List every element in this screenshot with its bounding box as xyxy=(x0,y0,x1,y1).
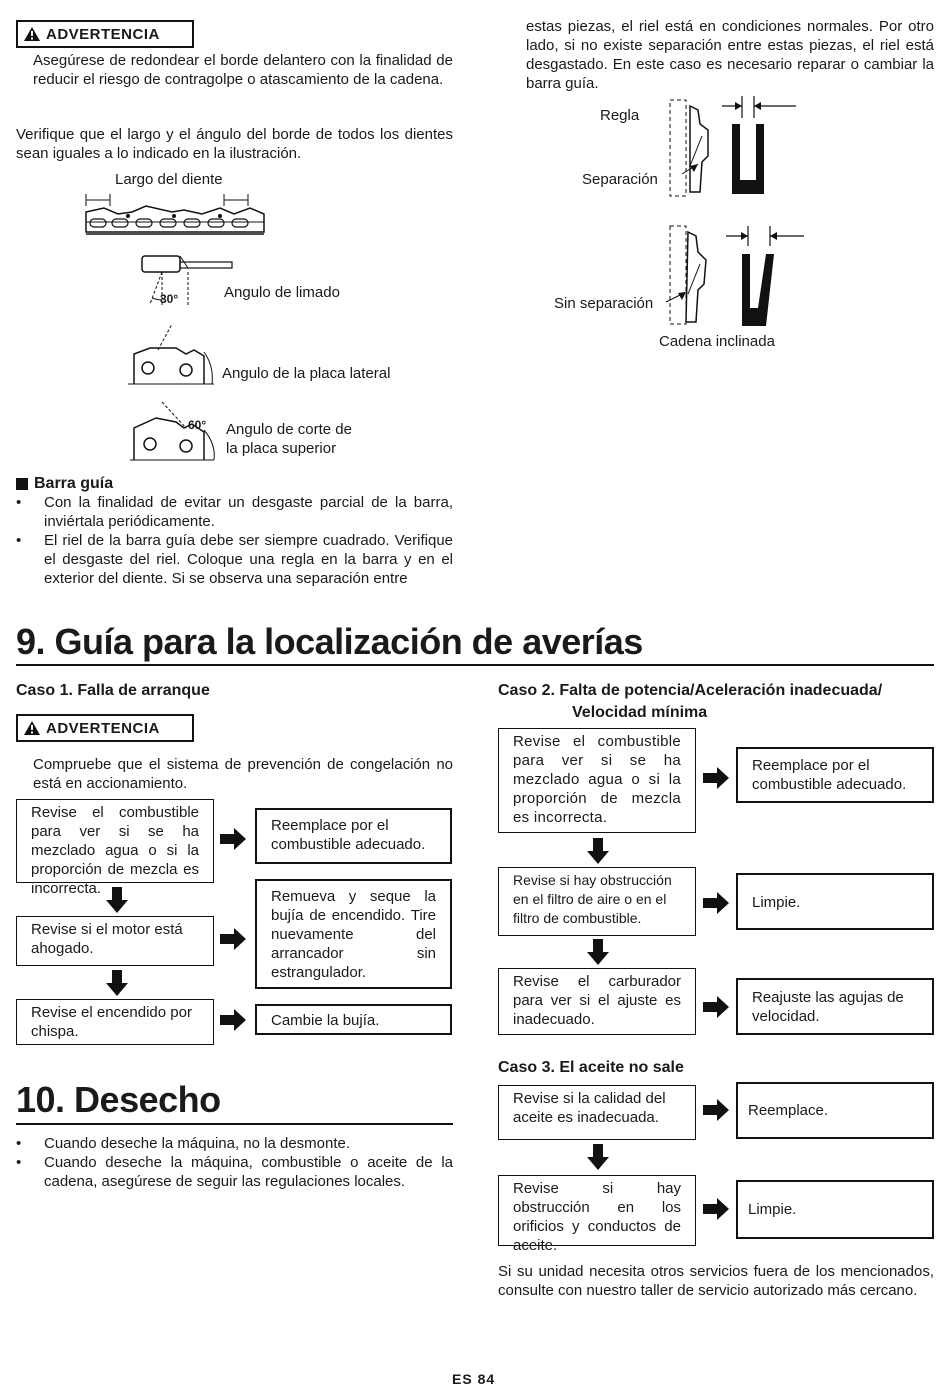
case1-check1-box xyxy=(16,799,214,897)
case2-check3-text: Revise el carburador para ver si el ajuste es inadecuado. xyxy=(513,973,681,1028)
chain-tooth-length-illustration xyxy=(84,192,269,238)
service-note: Si su unidad necesita otros servicios fuera de los mencionados, consulte con nuestro taller de servicio autorizado más cercano. xyxy=(498,1263,934,1299)
case1-warning-text: Compruebe que el sistema de prevención de congelación no está en accionamiento. xyxy=(33,756,453,792)
arrow-right-icon xyxy=(220,828,246,850)
case1-title: Caso 1. Falla de arranque xyxy=(16,682,210,699)
case2-action1-box xyxy=(736,747,934,803)
top-plate-angle-illustration xyxy=(130,400,222,464)
arrow-right-icon xyxy=(220,928,246,950)
arrow-right-icon xyxy=(703,767,729,789)
case2-action3-box xyxy=(736,978,934,1035)
file-angle-illustration xyxy=(140,252,235,306)
arrow-down-icon xyxy=(587,939,609,965)
top-plate-angle-label-2: la placa superior xyxy=(226,440,337,457)
list-item: • Cuando deseche la máquina, no la desmonte. xyxy=(16,1134,453,1153)
case2-title-line1: Caso 2. Falta de potencia/Aceleración inadecuada/ xyxy=(498,682,883,699)
case1-check1-text: Revise el combustible para ver si se ha mezclado agua o si la proporción de mezcla es incorrecta. xyxy=(31,804,199,897)
ruler-label: Regla xyxy=(600,107,640,124)
file-angle-value: 30° xyxy=(160,292,179,306)
case3-action2-text: Limpie. xyxy=(748,1201,797,1218)
case2-check2-text: Revise si hay obstrucción en el filtro de aire o en el filtro de combustible. xyxy=(513,872,672,926)
case1-action2-text: Remueva y seque la bujía de encendido. Tire nuevamente del arrancador sin estrangulador. xyxy=(271,888,436,981)
arrow-down-icon xyxy=(106,887,128,913)
section10-title: 10. Desecho xyxy=(16,1079,221,1120)
square-bullet-icon xyxy=(16,478,28,490)
arrow-right-icon xyxy=(703,892,729,914)
arrow-down-icon xyxy=(587,1144,609,1170)
case2-action2-text: Limpie. xyxy=(752,894,801,911)
arrow-down-icon xyxy=(587,838,609,864)
case2-action3-text: Reajuste las agujas de velocidad. xyxy=(752,989,904,1025)
case1-check2-box xyxy=(16,916,214,966)
guide-bar-heading xyxy=(16,474,113,493)
arrow-right-icon xyxy=(703,1198,729,1220)
case1-check3-text: Revise el encendido por chispa. xyxy=(31,1004,192,1040)
case1-warning-label xyxy=(16,714,194,742)
top-plate-angle-value: 60° xyxy=(188,418,207,432)
case1-action1-box xyxy=(255,808,452,864)
case1-check2-text: Revise si el motor está ahogado. xyxy=(31,921,183,957)
section10-bullets xyxy=(16,1134,453,1191)
case3-action1-text: Reemplace. xyxy=(748,1102,829,1119)
arrow-right-icon xyxy=(703,1099,729,1121)
case3-title: Caso 3. El aceite no sale xyxy=(498,1059,684,1076)
case2-check2-box xyxy=(498,867,696,936)
list-item: • Con la finalidad de evitar un desgaste parcial de la barra, inviértala periódicamente. xyxy=(16,493,453,531)
section9-divider xyxy=(16,664,934,666)
file-angle-label: Angulo de limado xyxy=(224,284,340,301)
case1-action3-box xyxy=(255,1004,452,1035)
warning-title: ADVERTENCIA xyxy=(46,25,160,43)
case3-check1-box xyxy=(498,1085,696,1140)
guide-bar-continued-text: estas piezas, el riel está en condiciones normales. Por otro lado, si no existe separación entre estas piezas, el riel está desgastado. En este caso es necesario reparar o cambiar la barra guía. xyxy=(526,18,934,92)
guide-bar-heading-text: Barra guía xyxy=(34,475,114,492)
list-item: • El riel de la barra guía debe ser siempre cuadrado. Verifique el desgaste del riel. Coloque una regla en la barra y en el exterior del diente. Si se observa una separación entre xyxy=(16,531,453,588)
tooth-length-label: Largo del diente xyxy=(115,171,223,188)
case1-action2-box xyxy=(255,879,452,989)
arrow-right-icon xyxy=(220,1009,246,1031)
page-number: ES 84 xyxy=(452,1371,496,1384)
tilted-chain-label: Cadena inclinada xyxy=(659,333,775,350)
side-plate-angle-label: Angulo de la placa lateral xyxy=(222,365,391,382)
case2-check1-box xyxy=(498,728,696,833)
side-plate-angle-illustration xyxy=(128,322,218,386)
case2-action2-box xyxy=(736,873,934,930)
warning-title: ADVERTENCIA xyxy=(46,719,160,737)
case3-action2-box xyxy=(736,1180,934,1239)
list-item: • Cuando deseche la máquina, combustible o aceite de la cadena, asegúrese de seguir las regulaciones locales. xyxy=(16,1153,453,1191)
warning-text-top: Asegúrese de redondear el borde delantero con la finalidad de reducir el riesgo de contragolpe o atascamiento de la cadena. xyxy=(33,52,453,88)
rail-no-gap-illustration xyxy=(662,222,812,328)
section10-divider xyxy=(16,1123,453,1125)
warning-label-top xyxy=(16,20,194,48)
case1-action3-text: Cambie la bujía. xyxy=(271,1012,380,1029)
case2-title-line2: Velocidad mínima xyxy=(572,704,708,721)
rail-gap-illustration xyxy=(662,96,802,200)
case3-check1-text: Revise si la calidad del aceite es inadecuada. xyxy=(513,1090,666,1126)
section9-title: 9. Guía para la localización de averías xyxy=(16,621,643,662)
verify-text: Verifique que el largo y el ángulo del borde de todos los dientes sean iguales a lo indicado en la ilustración. xyxy=(16,126,453,162)
warning-triangle-icon xyxy=(24,721,40,735)
case3-check2-text: Revise si hay obstrucción en los orificios y conductos de aceite. xyxy=(513,1180,681,1254)
top-plate-angle-label-1: Angulo de corte de xyxy=(226,421,352,438)
case3-check2-box xyxy=(498,1175,696,1254)
case2-check1-text: Revise el combustible para ver si se ha mezclado agua o si la proporción de mezcla es incorrecta. xyxy=(513,733,681,826)
arrow-down-icon xyxy=(106,970,128,996)
case1-action1-text: Reemplace por el combustible adecuado. xyxy=(271,817,426,853)
case2-action1-text: Reemplace por el combustible adecuado. xyxy=(752,757,907,793)
warning-triangle-icon xyxy=(24,27,40,41)
guide-bar-bullets xyxy=(16,493,453,588)
no-gap-label: Sin separación xyxy=(554,295,654,312)
case1-check3-box xyxy=(16,999,214,1045)
case2-check3-box xyxy=(498,968,696,1035)
case3-action1-box xyxy=(736,1082,934,1139)
gap-label: Separación xyxy=(582,171,658,188)
arrow-right-icon xyxy=(703,996,729,1018)
